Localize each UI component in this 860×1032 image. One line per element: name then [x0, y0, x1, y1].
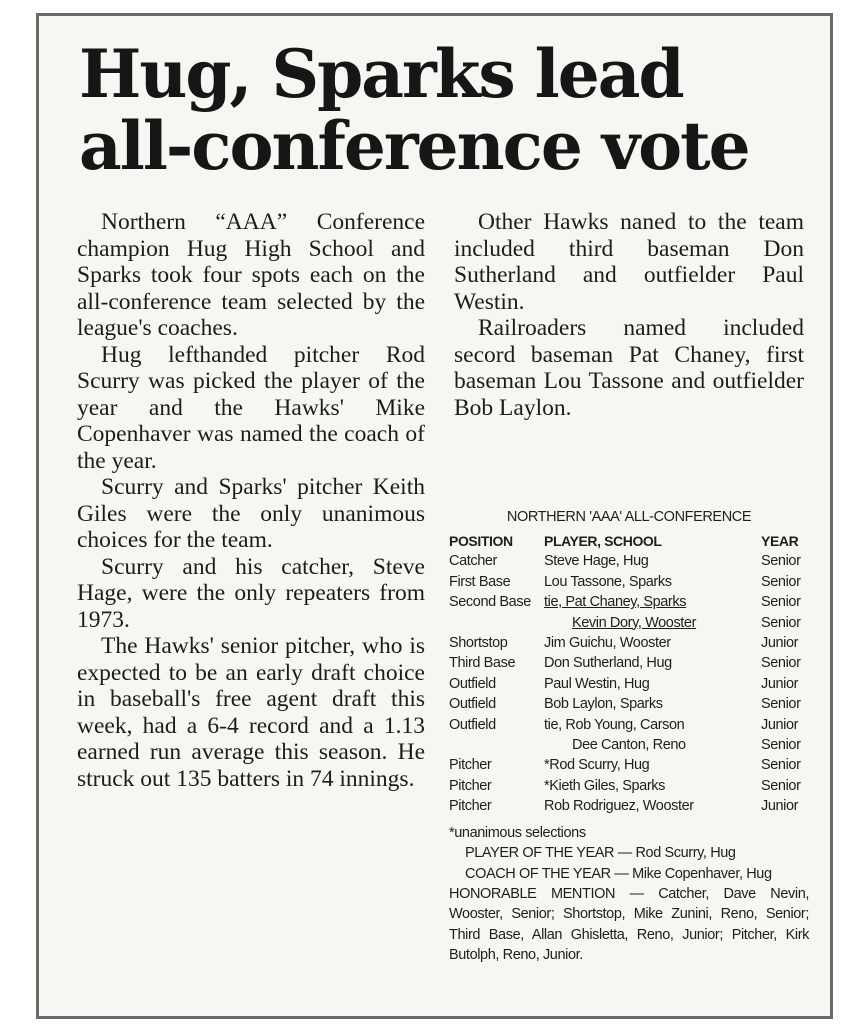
row-position: Outfield — [449, 675, 496, 692]
table-row — [449, 551, 809, 571]
article-right-column — [454, 209, 804, 421]
paragraph: The Hawks' senior pitcher, who is expected to be an early draft choice in baseball's free agent draft this week, had a 6-4 record and a 1.13 earned run average this season. He struck out 135 batters in 74 innings. — [77, 633, 425, 792]
table-row — [449, 633, 809, 653]
row-player: *Rod Scurry, Hug — [544, 757, 650, 774]
row-position: Shortstop — [449, 635, 508, 652]
table-row — [449, 715, 809, 735]
row-position: Pitcher — [449, 798, 492, 815]
row-year: Senior — [761, 614, 801, 631]
row-position: Pitcher — [449, 777, 492, 794]
row-player: *Kieth Giles, Sparks — [544, 777, 665, 794]
honorable-mention: HONORABLE MENTION — Catcher, Dave Nevin, Wooster, Senior; Shortstop, Mike Zunini, Reno, Senior; Third Base, Allan Ghisletta, Reno, Junior; Pitcher, Kirk Butolph, Reno, Junior. — [449, 885, 809, 964]
header-position: POSITION — [449, 533, 513, 549]
row-year: Junior — [761, 798, 799, 815]
row-player: Paul Westin, Hug — [544, 675, 650, 692]
roster-header-row — [449, 531, 809, 551]
paragraph: Other Hawks naned to the team included third baseman Don Sutherland and outfielder Paul Westin. — [454, 209, 804, 315]
row-player: Steve Hage, Hug — [544, 553, 649, 570]
roster-table — [449, 531, 809, 817]
roster-title: NORTHERN 'AAA' ALL-CONFERENCE — [506, 509, 752, 525]
article-left-column — [77, 209, 425, 792]
table-row — [449, 735, 809, 755]
coach-of-year: COACH OF THE YEAR — Mike Copenhaver, Hug — [465, 865, 772, 882]
table-row — [449, 572, 809, 592]
row-player: Rob Rodriguez, Wooster — [544, 798, 694, 815]
row-position: Outfield — [449, 716, 496, 733]
row-player: Don Sutherland, Hug — [544, 655, 672, 672]
row-player: tie, Pat Chaney, Sparks — [544, 594, 687, 611]
newspaper-clipping — [36, 13, 833, 1019]
row-year: Senior — [761, 737, 801, 754]
table-row — [449, 755, 809, 775]
all-conference-roster — [449, 509, 809, 966]
row-year: Senior — [761, 696, 801, 713]
row-position — [449, 735, 544, 755]
row-year: Senior — [761, 594, 801, 611]
paragraph: Railroaders named included secord baseman Pat Chaney, first baseman Lou Tassone and outfielder Bob Laylon. — [454, 315, 804, 421]
player-of-year: PLAYER OF THE YEAR — Rod Scurry, Hug — [465, 845, 736, 862]
paragraph: Northern “AAA” Conference champion Hug High School and Sparks took four spots each on the all-conference team selected by the league's coaches. — [77, 209, 425, 341]
header-player: PLAYER, SCHOOL — [544, 533, 662, 549]
row-year: Senior — [761, 757, 801, 774]
table-row — [449, 592, 809, 612]
paragraph: Scurry and his catcher, Steve Hage, were the only repeaters from 1973. — [77, 553, 425, 633]
table-row — [449, 796, 809, 816]
row-player: Bob Laylon, Sparks — [544, 696, 663, 713]
row-position: Pitcher — [449, 757, 492, 774]
row-year: Senior — [761, 777, 801, 794]
table-row — [449, 674, 809, 694]
paragraph: Scurry and Sparks' pitcher Keith Giles were the only unanimous choices for the team. — [77, 474, 425, 553]
headline: Hug, Sparks lead all-conference vote — [79, 35, 749, 185]
row-position: Outfield — [449, 696, 496, 713]
row-position: Second Base — [449, 594, 531, 611]
row-year: Junior — [761, 675, 799, 692]
row-position: First Base — [449, 573, 511, 590]
header-year: YEAR — [761, 533, 799, 549]
roster-notes — [449, 823, 809, 966]
table-row — [449, 776, 809, 796]
row-player: tie, Rob Young, Carson — [544, 716, 685, 733]
table-row — [449, 694, 809, 714]
row-player: Dee Canton, Reno — [572, 737, 686, 754]
row-position: Catcher — [449, 553, 497, 570]
row-player: Lou Tassone, Sparks — [544, 573, 672, 590]
table-row — [449, 613, 809, 633]
row-position — [449, 613, 544, 633]
table-row — [449, 653, 809, 673]
row-year: Senior — [761, 573, 801, 590]
row-position: Third Base — [449, 655, 516, 672]
row-player: Jim Guichu, Wooster — [544, 635, 671, 652]
row-year: Junior — [761, 635, 799, 652]
row-year: Senior — [761, 553, 801, 570]
row-year: Senior — [761, 655, 801, 672]
paragraph: Hug lefthanded pitcher Rod Scurry was picked the player of the year and the Hawks' Mike Copenhaver was named the coach of the year. — [77, 341, 425, 474]
footnote: *unanimous selections — [449, 824, 586, 841]
row-player: Kevin Dory, Wooster — [572, 614, 697, 631]
row-year: Junior — [761, 716, 799, 733]
